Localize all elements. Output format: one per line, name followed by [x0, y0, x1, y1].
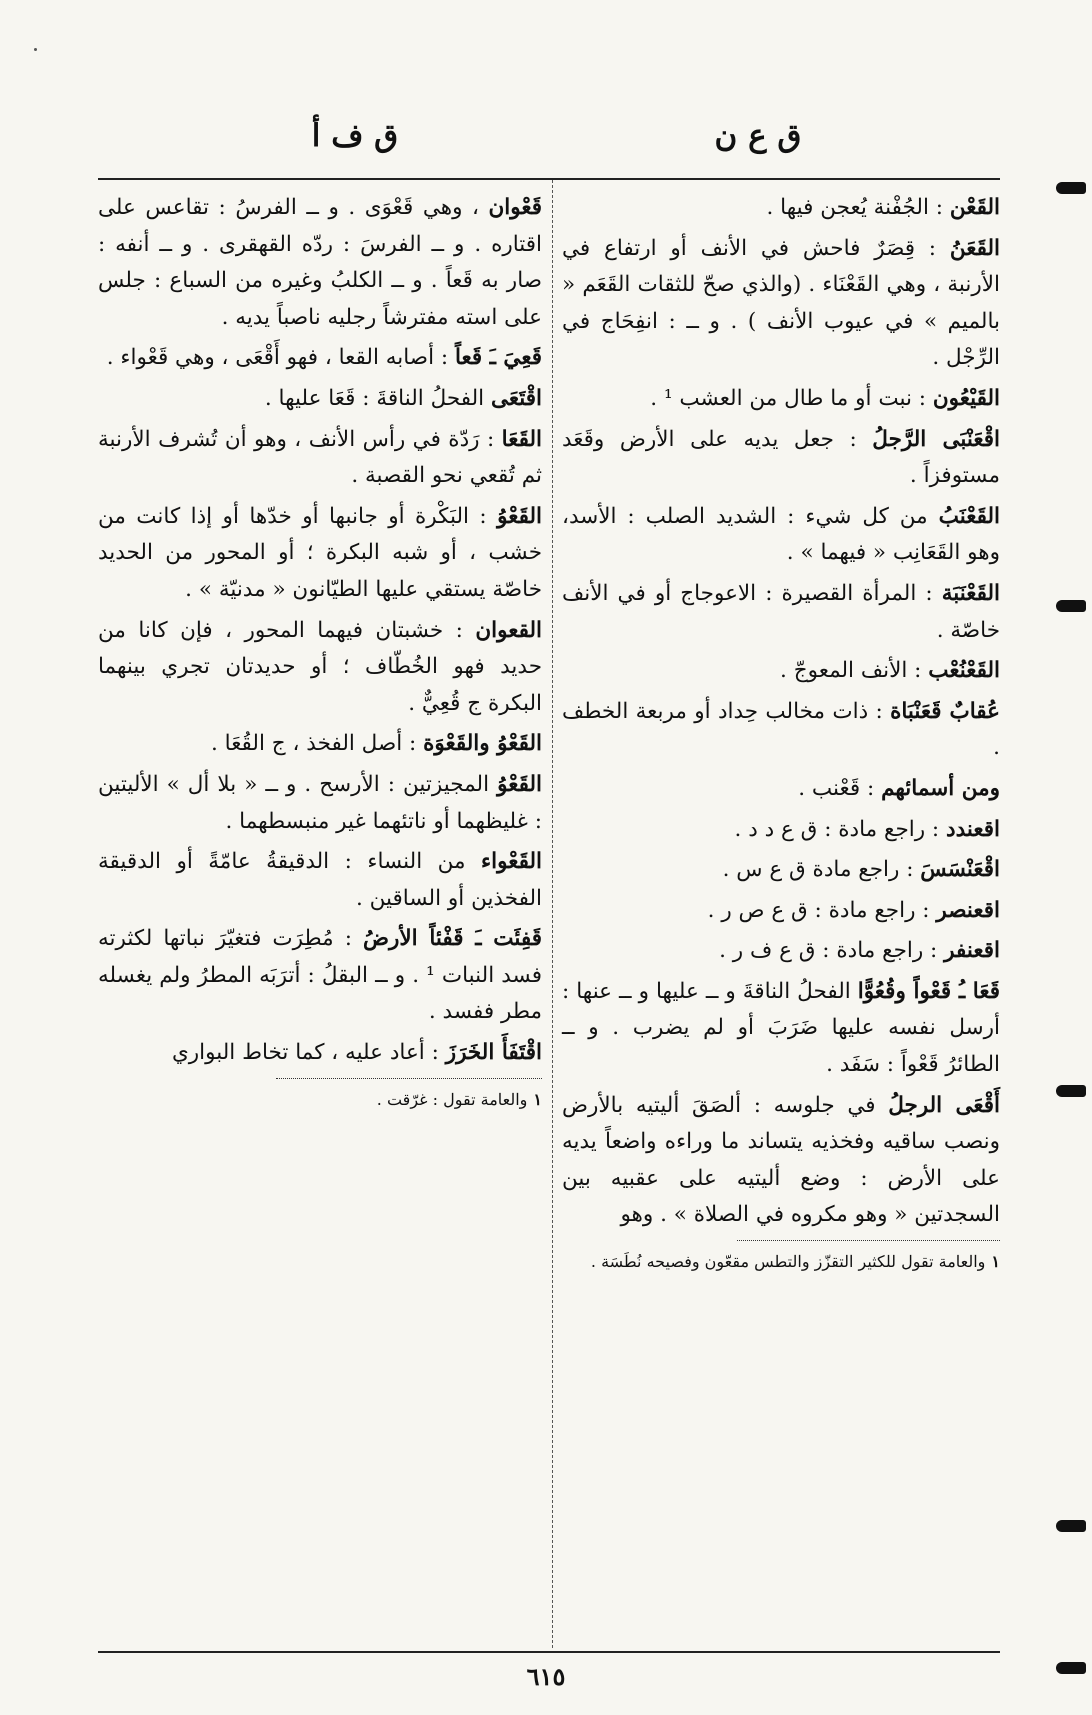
headword: اقعنفر — [944, 938, 1000, 964]
page-number: ٦١٥ — [526, 1662, 566, 1691]
headword: قَفِئَت ـَ قَفْئاً الأرضُ — [363, 926, 542, 952]
bottom-rule — [98, 1651, 1000, 1653]
running-header-right: ق ع ن — [714, 118, 802, 154]
definition: : راجع مادة : ق ع ص ر . — [707, 897, 937, 923]
headword: عُقابٌ قَعَنْبَاة — [890, 698, 1001, 724]
entry — [562, 933, 1000, 970]
entry — [562, 1088, 1000, 1234]
definition: : قَعْنب . — [798, 775, 882, 801]
speck — [34, 48, 37, 51]
definition: المجيزتين : الأرسح . و ــ « بلا أل » الأليتين : غليظهما أو ناتئهما غير منبسطهما . — [98, 771, 542, 834]
definition: : أصابه القعا ، فهو أَقْعَى ، وهي قَعْواء . — [106, 345, 455, 371]
entry — [562, 812, 1000, 849]
entry — [562, 771, 1000, 808]
headword: قَعِيَ ـَ قَعاً — [454, 345, 542, 371]
headword: القَيْعُون — [932, 385, 1000, 411]
definition: : راجع مادة : ق ع ف ر . — [719, 938, 945, 964]
margin-ink-mark — [1056, 1520, 1086, 1532]
definition: : راجع مادة ق ع س . — [722, 857, 921, 883]
entry — [98, 499, 542, 609]
definition: ، وهي قَعْوَى . و ــ الفرسُ : تقاعس على اقتاره . و ــ الفرسَ : ردّه القهقرى . و ــ أنفه : صار به قَعاً . و ــ الكلبُ وغيره من السباع : جلس على استه مفترشاً رجليه ناصباً يديه . — [98, 195, 542, 330]
definition: : خشبتان فيهما المحور ، فإن كانا من حديد فهو الخُطّاف ؛ أو حديدتان تجري بينهما البكرة ج قُعِيٌّ . — [98, 617, 542, 716]
entry — [562, 694, 1000, 767]
definition: : جعل يديه على الأرض وقَعَد مستوفزاً . — [562, 426, 1000, 489]
definition: من النساء : الدقيقةُ عامّةً أو الدقيقة الفخذين أو الساقين . — [98, 849, 542, 911]
margin-ink-mark — [1056, 600, 1086, 612]
footnote-text: والعامة تقول : غرّقت . — [376, 1089, 528, 1109]
headword: القَعْواء — [481, 849, 542, 875]
entry — [562, 499, 1000, 572]
definition: : أصل الفخذ ، ج القُعَا . — [210, 731, 424, 757]
entry — [98, 422, 542, 495]
entry — [98, 190, 542, 336]
entry — [98, 613, 542, 723]
headword: ومن أسمائهم — [881, 775, 1000, 801]
entry — [98, 767, 542, 840]
headword: قَعْوان — [488, 195, 542, 220]
running-header-left: ق ف أ — [311, 118, 399, 154]
entry — [98, 921, 542, 1031]
headword: القعوان — [475, 617, 542, 643]
margin-ink-mark — [1056, 1085, 1086, 1097]
footnote — [98, 1087, 542, 1113]
top-rule — [98, 178, 1000, 180]
column-separator — [552, 180, 553, 1648]
definition: من كل شيء : الشديد الصلب : الأسد، وهو القَعَانِب « فيهما » . — [562, 503, 1000, 566]
entry — [562, 190, 1000, 227]
definition: : الأنف المعوجّ . — [780, 658, 929, 684]
headword: اقْتَعَى — [490, 385, 542, 411]
entry — [562, 231, 1000, 377]
entry — [562, 381, 1000, 418]
headword: القَعَا — [501, 426, 542, 452]
headword: اقْعَنْسَسَ — [920, 857, 1000, 883]
left-column — [98, 190, 542, 1113]
headword: اقْتَفَأَ الخَرَزَ — [445, 1040, 542, 1066]
headword: القَعْوُ والقَعْوَة — [423, 731, 542, 757]
entry — [562, 852, 1000, 889]
definition: : رَدّة في رأس الأنف ، وهو أن تُشرف الأرنبة ثم تُقعي نحو القصبة . — [98, 426, 542, 489]
headword: القَعْوُ — [497, 503, 542, 529]
definition: : البَكْرة أو جانبها أو خدّها أو إذا كانت من خشب ، أو شبه البكرة ؛ أو المحور من الحديد خاصّة يستقي عليها الطيّانون « مدنيّة » . — [98, 503, 542, 602]
definition: الفحلُ الناقةَ : قَعَا عليها . — [264, 385, 491, 411]
headword: اقعندد — [946, 816, 1000, 842]
footnote-rule — [737, 1240, 1000, 1241]
margin-ink-mark — [1056, 1662, 1086, 1674]
entry — [562, 893, 1000, 930]
headword: القَعْنَبَة — [941, 580, 1000, 606]
entry — [562, 974, 1000, 1084]
definition: في جلوسه : ألصَقَ أليتيه بالأرض ونصب ساقيه وفخذيه يتساند ما وراءه واضعاً يديه على الأرض : وضع أليتيه على عقبيه بين السجدتين « وهو مكروه في الصلاة » . وهو — [562, 1092, 1000, 1228]
definition: : نبت أو ما طال من العشب ¹ . — [650, 385, 933, 411]
footnote-number: ١ — [533, 1089, 542, 1109]
headword: القَعْنُعْب — [928, 658, 1000, 684]
headword: القَعْن — [949, 195, 1000, 220]
headword: القَعْنَبُ — [938, 503, 1000, 529]
entry — [98, 340, 542, 377]
entry — [98, 844, 542, 917]
definition: : ذات مخالب حِداد أو مربعة الخطف . — [562, 698, 1000, 761]
definition: : المرأة القصيرة : الاعوجاج أو في الأنف خاصّة . — [562, 580, 1000, 643]
definition: : قِصَرٌ فاحش في الأنف أو ارتفاع في الأرنبة ، وهي القَعْنَاء . (والذي صحّ للثقات القَعَم « بالميم » في عيوب الأنف ) . و ــ : انفِحَاج في الرِّجْل . — [562, 235, 1000, 371]
margin-ink-mark — [1056, 182, 1086, 194]
entry — [98, 381, 542, 418]
headword: اقْعَنْبَى الرَّجلُ — [872, 426, 1000, 452]
entry — [98, 1035, 542, 1072]
definition: : مُطِرَت فتغيّرَ نباتها لكثرته فسد النبات ¹ . و ــ البقلُ : أترَبَه المطرُ ولم يغسله مطر ففسد . — [98, 926, 542, 1025]
footnote — [562, 1249, 1000, 1275]
entry — [98, 726, 542, 763]
entry — [562, 653, 1000, 690]
definition: : الجُفْنة يُعجن فيها . — [766, 195, 950, 220]
headword: القَعْوُ — [497, 771, 542, 797]
footnote-number: ١ — [991, 1252, 1000, 1272]
definition: : أعاد عليه ، كما تخاط البواري — [171, 1040, 446, 1066]
headword: أَقْعَى الرجلُ — [888, 1092, 1000, 1118]
headword: القَعَنُ — [949, 235, 1000, 261]
headword: قَعَا ـُ قَعْواً وقُعُوًّا — [857, 978, 1000, 1004]
definition: الفحلُ الناقةَ و ــ عليها و ــ عنها : أرسل نفسه عليها ضَرَبَ أو لم يضرب . و ــ الطائرُ قَعْواً : سَفَد . — [562, 978, 1000, 1078]
definition: : راجع مادة : ق ع د د . — [734, 816, 947, 842]
entry — [562, 422, 1000, 495]
entry — [562, 576, 1000, 649]
right-column — [562, 190, 1000, 1275]
headword: اقعنصر — [936, 897, 1000, 923]
footnote-text: والعامة تقول للكثير التقزّز والتطس مقعّون وفصيحه نُطَسَة . — [590, 1252, 986, 1272]
footnote-rule — [276, 1078, 542, 1079]
